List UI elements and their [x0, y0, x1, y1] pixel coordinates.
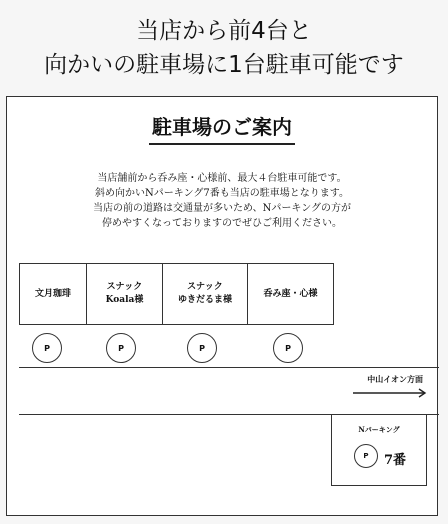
- shop-name: スナック: [106, 282, 143, 292]
- description-line: 斜め向かいNパーキング7番も当店の駐車場となります。: [94, 188, 349, 199]
- shop-nomiza-kokoro: [247, 263, 334, 325]
- parking-icon: P: [273, 333, 303, 363]
- n-parking-lot: [331, 414, 427, 486]
- lot-space-number: 7番: [384, 453, 407, 468]
- card-title: 駐車場のご案内: [152, 115, 292, 139]
- arrow-right-icon: [353, 388, 427, 398]
- lot-name: Nパーキング: [358, 425, 400, 434]
- road-edge-top: [19, 367, 439, 368]
- shop-row: [19, 263, 334, 325]
- shop-name: 文月珈琲: [34, 288, 71, 299]
- description-line: 当店の前の道路は交通量が多いため、Nパーキングの方が: [92, 203, 352, 214]
- parking-icon: P: [187, 333, 217, 363]
- shop-snack-koala: [86, 263, 163, 325]
- description-line: 停めやすくなっておりますのでぜひご利用ください。: [102, 218, 342, 229]
- header-line-2: 向かいの駐車場に1台駐車可能です: [44, 52, 404, 78]
- parking-icon: P: [32, 333, 62, 363]
- shop-name-sub: Koala様: [105, 295, 144, 305]
- direction-label: 中山イオン方面: [367, 374, 423, 384]
- parking-guide-card: [6, 96, 438, 516]
- shop-name: スナック: [187, 282, 223, 292]
- header-banner: [0, 0, 448, 92]
- shop-name-sub: ゆきだるま様: [177, 295, 232, 305]
- shop-name: 呑み座・心様: [263, 288, 318, 299]
- shop-snack-yukidaruma: [162, 263, 248, 325]
- description: [7, 171, 437, 231]
- parking-icon: P: [354, 444, 378, 468]
- header-line-1: 当店から前4台と: [136, 18, 312, 44]
- title-underline: [149, 143, 295, 145]
- shop-fumizuki-coffee: [19, 263, 87, 325]
- parking-icon: P: [106, 333, 136, 363]
- description-line: 当店舗前から呑み座・心様前、最大４台駐車可能です。: [97, 173, 347, 184]
